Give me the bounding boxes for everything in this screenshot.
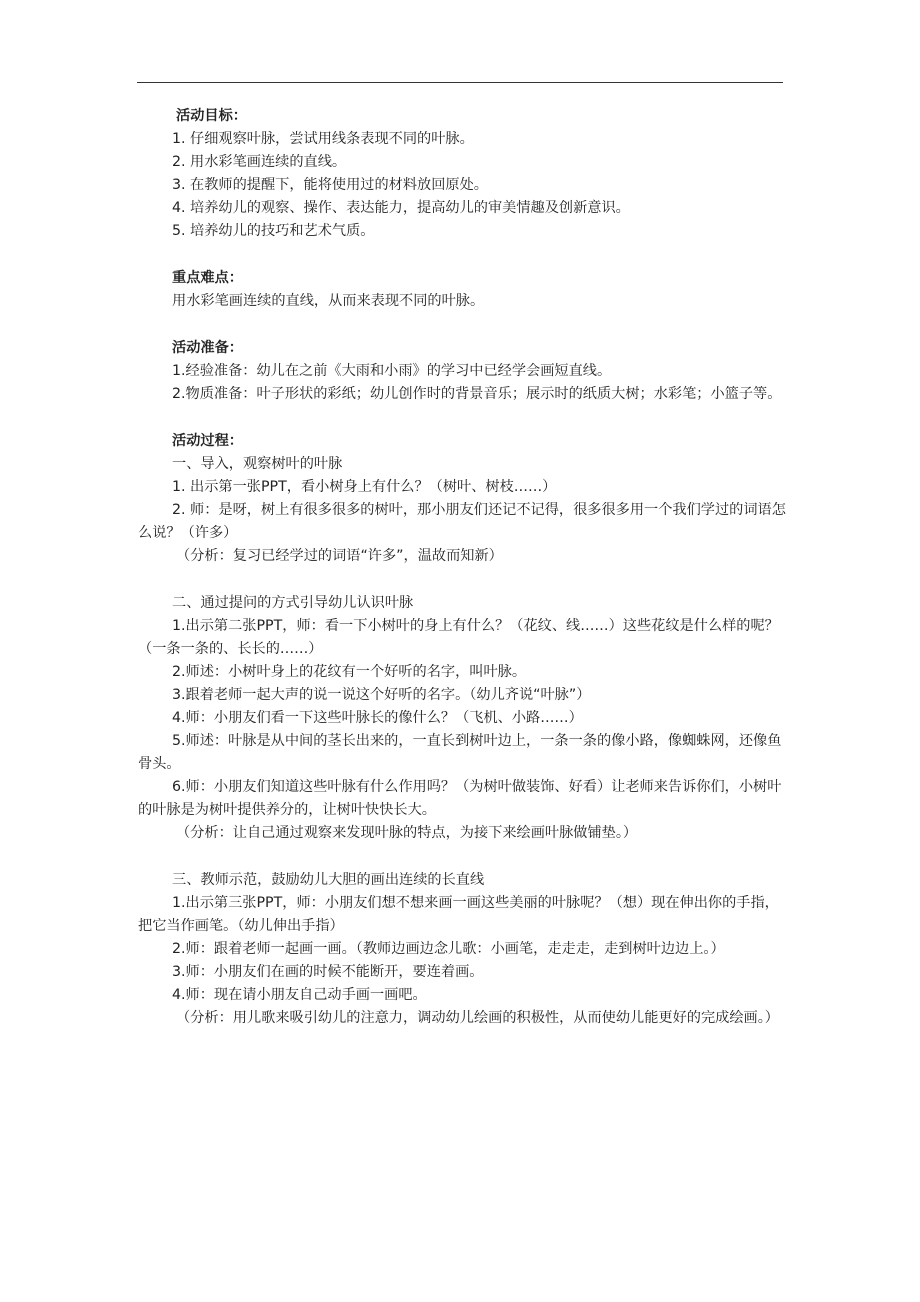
section-title: 一、导入，观察树叶的叶脉 <box>172 456 343 472</box>
header-rule <box>137 82 783 83</box>
process-step: 1.出示第三张PPT，师：小朋友们想不想来画一画这些美丽的叶脉呢？（想）现在伸出你的手指，把它当作画笔。（幼儿伸出手指） <box>138 895 779 934</box>
spacer <box>138 243 786 267</box>
keypoints-text: 用水彩笔画连续的直线，从而来表现不同的叶脉。 <box>172 293 485 309</box>
goal-item: 3. 在教师的提醒下，能将使用过的材料放回原处。 <box>172 177 488 193</box>
document-body <box>138 105 786 1030</box>
spacer <box>138 313 786 337</box>
analysis-note: （分析：让自己通过观察来发现叶脉的特点，为接下来绘画叶脉做铺垫。） <box>176 825 638 841</box>
goals-heading: 活动目标： <box>176 108 247 124</box>
goal-item: 1. 仔细观察叶脉，尝试用线条表现不同的叶脉。 <box>172 131 474 147</box>
preparation-item: 2.物质准备：叶子形状的彩纸；幼儿创作时的背景音乐；展示时的纸质大树；水彩笔；小篮子等。 <box>172 386 782 402</box>
keypoints-heading: 重点难点： <box>172 270 243 286</box>
process-step: 2.师述：小树叶身上的花纹有一个好听的名字，叫叶脉。 <box>172 664 527 680</box>
process-step: 2.师：跟着老师一起画一画。（教师边画边念儿歌：小画笔，走走走，走到树叶边边上。） <box>172 941 725 957</box>
preparation-heading: 活动准备： <box>172 340 243 356</box>
section-title: 二、通过提问的方式引导幼儿认识叶脉 <box>172 595 414 611</box>
process-heading: 活动过程： <box>172 433 243 449</box>
goal-item: 4. 培养幼儿的观察、操作、表达能力，提高幼儿的审美情趣及创新意识。 <box>172 200 630 216</box>
process-step: 5.师述：叶脉是从中间的茎长出来的，一直长到树叶边上，一条一条的像小路，像蜘蛛网，还像鱼骨头。 <box>138 733 782 772</box>
process-step: 4.师：小朋友们看一下这些叶脉长的像什么？（飞机、小路……） <box>172 710 583 726</box>
goal-item: 2. 用水彩笔画连续的直线。 <box>172 154 347 170</box>
spacer <box>138 568 786 592</box>
process-step: 3.跟着老师一起大声的说一说这个好听的名字。（幼儿齐说“叶脉”） <box>172 687 591 703</box>
process-step: 4.师：现在请小朋友自己动手画一画吧。 <box>172 987 427 1003</box>
section-title: 三、教师示范，鼓励幼儿大胆的画出连续的长直线 <box>172 872 485 888</box>
preparation-item: 1.经验准备：幼儿在之前《大雨和小雨》的学习中已经学会画短直线。 <box>172 363 612 379</box>
spacer <box>138 845 786 869</box>
spacer <box>138 406 786 430</box>
process-step: 2. 师：是呀，树上有很多很多的树叶，那小朋友们还记不记得，很多很多用一个我们学过的词语怎么说？（许多） <box>138 502 786 541</box>
process-step: 3.师：小朋友们在画的时候不能断开，要连着画。 <box>172 964 484 980</box>
analysis-note: （分析：复习已经学过的词语“许多”，温故而知新） <box>176 548 503 564</box>
process-step: 1. 出示第一张PPT，看小树身上有什么？（树叶、树枝……） <box>172 479 557 495</box>
goal-item: 5. 培养幼儿的技巧和艺术气质。 <box>172 223 375 239</box>
process-step: 6.师：小朋友们知道这些叶脉有什么作用吗？（为树叶做装饰、好看）让老师来告诉你们，小树叶的叶脉是为树叶提供养分的，让树叶快快长大。 <box>138 779 782 818</box>
analysis-note: （分析：用儿歌来吸引幼儿的注意力，调动幼儿绘画的积极性，从而使幼儿能更好的完成绘画。） <box>176 1010 779 1026</box>
process-step: 1.出示第二张PPT，师：看一下小树叶的身上有什么？（花纹、线……）这些花纹是什么样的呢？（一条一条的、长长的……） <box>138 618 779 657</box>
